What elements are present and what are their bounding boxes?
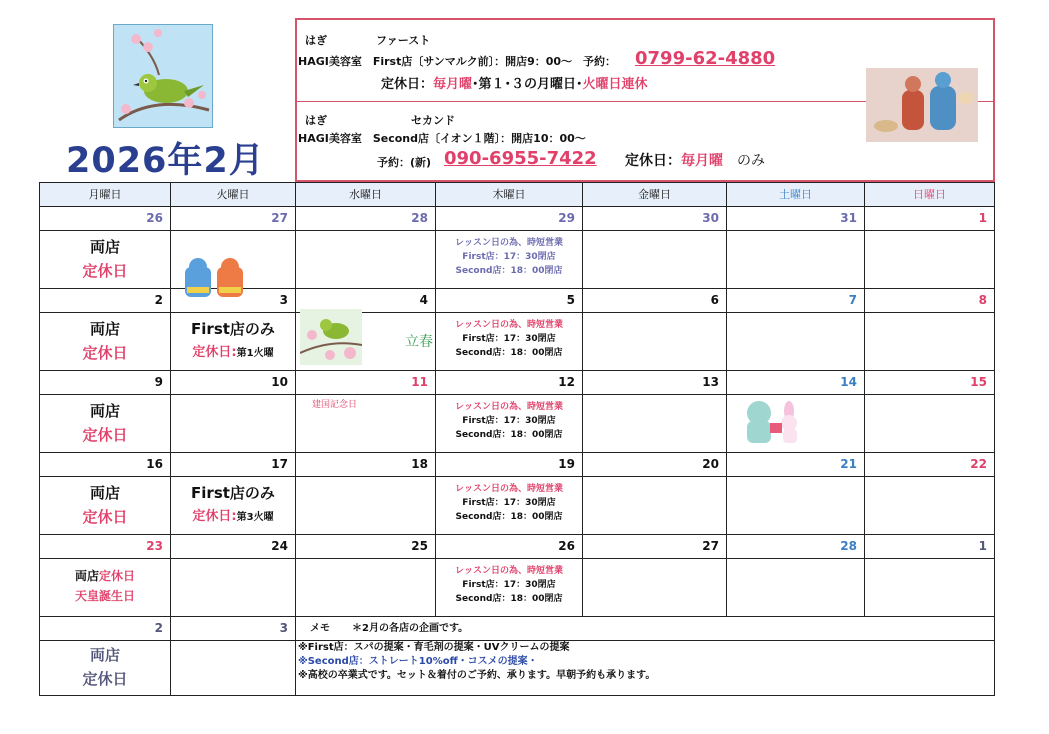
first-close-note: First店：17：30閉店 bbox=[462, 252, 556, 262]
day-cell bbox=[296, 395, 436, 453]
day-cell bbox=[583, 313, 727, 371]
first-closed-note: 定休日:第3火曜 bbox=[192, 509, 274, 524]
memo-intro: ＊2月の各店の企画です。 bbox=[352, 623, 469, 634]
bird-blossom-illustration bbox=[300, 309, 362, 365]
memo-header bbox=[296, 617, 994, 641]
day-number: 31 bbox=[727, 207, 865, 231]
day-cell bbox=[296, 477, 436, 535]
calendar-grid bbox=[39, 182, 995, 696]
day-cell bbox=[40, 477, 171, 535]
first-shop-holiday: 定休日：毎月曜･第１･３の月曜日･火曜日連休 bbox=[381, 77, 648, 92]
day-number: 27 bbox=[171, 207, 296, 231]
day-cell bbox=[171, 641, 296, 695]
day-number: 30 bbox=[583, 207, 727, 231]
day-number: 12 bbox=[436, 371, 583, 395]
first-shop-phone[interactable]: 0799-62-4880 bbox=[635, 48, 776, 69]
day-number: 26 bbox=[40, 207, 171, 231]
day-cell bbox=[296, 559, 436, 617]
day-number: 3 bbox=[171, 289, 296, 313]
weekday-wed: 水曜日 bbox=[296, 183, 436, 207]
day-number: 11 bbox=[296, 371, 436, 395]
day-cell bbox=[296, 313, 436, 371]
day-cell bbox=[865, 231, 994, 289]
second-shop-phone[interactable]: 090-6955-7422 bbox=[444, 148, 597, 169]
closed-label: 定休日 bbox=[82, 344, 128, 362]
day-number: 20 bbox=[583, 453, 727, 477]
day-cell bbox=[727, 477, 865, 535]
closed-label: 定休日 bbox=[82, 508, 128, 526]
weekday-mon: 月曜日 bbox=[40, 183, 171, 207]
day-number: 2 bbox=[40, 289, 171, 313]
day-cell bbox=[865, 477, 994, 535]
day-number: 7 bbox=[727, 289, 865, 313]
closed-label: 定休日 bbox=[82, 670, 128, 688]
memo-graduation: ※高校の卒業式です。セット＆着付のご予約、承ります。早朝予約も承ります。 bbox=[298, 670, 656, 681]
first-close-note: First店：17：30閉店 bbox=[462, 334, 556, 344]
first-shop-kana: はぎ bbox=[305, 34, 327, 47]
second-shop-holiday: 定休日：毎月曜 のみ bbox=[625, 153, 765, 169]
day-cell bbox=[436, 559, 583, 617]
day-cell bbox=[171, 313, 296, 371]
day-number: 16 bbox=[40, 453, 171, 477]
day-cell bbox=[40, 559, 171, 617]
closed-label: 定休日 bbox=[82, 426, 128, 444]
bear-rabbit-valentine-illustration bbox=[739, 397, 805, 447]
day-cell bbox=[865, 395, 994, 453]
first-only-label: First店のみ bbox=[191, 320, 275, 338]
day-number: 15 bbox=[865, 371, 994, 395]
day-cell bbox=[436, 231, 583, 289]
day-cell bbox=[436, 395, 583, 453]
weekday-thu: 木曜日 bbox=[436, 183, 583, 207]
day-number: 3 bbox=[171, 617, 296, 641]
second-close-note: Second店：18：00閉店 bbox=[455, 266, 563, 276]
bird-illustration bbox=[113, 24, 213, 128]
day-number: 18 bbox=[296, 453, 436, 477]
second-close-note: Second店：18：00閉店 bbox=[455, 348, 563, 358]
day-number: 2 bbox=[40, 617, 171, 641]
both-shops-label: 両店 bbox=[89, 320, 120, 338]
risshun-label: 立春 bbox=[405, 334, 433, 350]
day-number: 1 bbox=[865, 207, 994, 231]
day-cell bbox=[436, 313, 583, 371]
lesson-note: レッスン日の為、時短営業 bbox=[455, 402, 563, 412]
weekday-fri: 金曜日 bbox=[583, 183, 727, 207]
second-shop-reserve: 予約：(新) bbox=[377, 156, 432, 169]
day-cell bbox=[583, 477, 727, 535]
both-shops-label: 両店 bbox=[89, 238, 120, 256]
day-number: 28 bbox=[727, 535, 865, 559]
day-cell bbox=[40, 395, 171, 453]
first-only-label: First店のみ bbox=[191, 484, 275, 502]
day-number: 21 bbox=[727, 453, 865, 477]
day-cell bbox=[727, 395, 865, 453]
day-cell bbox=[171, 395, 296, 453]
day-cell bbox=[40, 641, 171, 695]
day-cell bbox=[727, 231, 865, 289]
weekday-tue: 火曜日 bbox=[171, 183, 296, 207]
day-number: 29 bbox=[436, 207, 583, 231]
memo-label: メモ bbox=[310, 623, 330, 634]
day-number: 22 bbox=[865, 453, 994, 477]
day-number: 10 bbox=[171, 371, 296, 395]
both-shops-label: 両店 bbox=[89, 484, 120, 502]
emperor-birthday-label: 天皇誕生日 bbox=[74, 589, 135, 603]
first-close-note: First店：17：30閉店 bbox=[462, 416, 556, 426]
day-cell bbox=[40, 231, 171, 289]
day-number: 13 bbox=[583, 371, 727, 395]
both-shops-label: 両店 bbox=[89, 402, 120, 420]
both-shops-label: 両店 bbox=[89, 646, 120, 664]
closed-label: 定休日 bbox=[82, 262, 128, 280]
day-number: 6 bbox=[583, 289, 727, 313]
day-cell bbox=[727, 559, 865, 617]
day-cell bbox=[583, 559, 727, 617]
lesson-note: レッスン日の為、時短営業 bbox=[455, 320, 563, 330]
memo-first-shop: ※First店：スパの提案・育毛剤の提案・UVクリームの提案 bbox=[298, 642, 570, 653]
kenkoku-label: 建国記念日 bbox=[312, 400, 358, 410]
lesson-note: レッスン日の為、時短営業 bbox=[455, 484, 563, 494]
first-close-note: First店：17：30閉店 bbox=[462, 498, 556, 508]
day-number: 25 bbox=[296, 535, 436, 559]
weekday-sat: 土曜日 bbox=[727, 183, 865, 207]
second-close-note: Second店：18：00閉店 bbox=[455, 512, 563, 522]
haniwa-figures-photo bbox=[866, 68, 978, 142]
day-number: 4 bbox=[296, 289, 436, 313]
day-number: 23 bbox=[40, 535, 171, 559]
day-cell bbox=[865, 559, 994, 617]
day-number: 14 bbox=[727, 371, 865, 395]
second-shop-line: HAGI美容室 Second店〔イオン１階〕：開店10：00～ bbox=[298, 132, 586, 145]
memo-body bbox=[296, 641, 994, 695]
day-cell bbox=[296, 231, 436, 289]
day-number: 9 bbox=[40, 371, 171, 395]
day-cell bbox=[40, 313, 171, 371]
day-number: 5 bbox=[436, 289, 583, 313]
calendar-title: 2026年2月 bbox=[66, 141, 265, 181]
day-number: 27 bbox=[583, 535, 727, 559]
day-cell bbox=[583, 231, 727, 289]
day-cell bbox=[171, 231, 296, 289]
day-cell bbox=[171, 477, 296, 535]
first-closed-note: 定休日:第1火曜 bbox=[192, 345, 274, 360]
first-close-note: First店：17：30閉店 bbox=[462, 580, 556, 590]
day-cell bbox=[865, 313, 994, 371]
second-shop-kana-name: セカンド bbox=[411, 114, 455, 127]
day-number: 19 bbox=[436, 453, 583, 477]
memo-second-shop: ※Second店：ストレート10%off・コスメの提案・ bbox=[298, 656, 538, 667]
first-shop-line: HAGI美容室 First店〔サンマルク前〕：開店9：00～ 予約： bbox=[298, 55, 617, 68]
day-number: 24 bbox=[171, 535, 296, 559]
both-closed-combo: 両店定休日 bbox=[74, 569, 136, 583]
day-number: 1 bbox=[865, 535, 994, 559]
day-number: 26 bbox=[436, 535, 583, 559]
day-number: 28 bbox=[296, 207, 436, 231]
day-cell bbox=[436, 477, 583, 535]
day-cell bbox=[171, 559, 296, 617]
weekday-sun: 日曜日 bbox=[865, 183, 994, 207]
second-close-note: Second店：18：00閉店 bbox=[455, 594, 563, 604]
day-number: 8 bbox=[865, 289, 994, 313]
day-number: 17 bbox=[171, 453, 296, 477]
lesson-note: レッスン日の為、時短営業 bbox=[455, 238, 563, 248]
first-shop-kana-name: ファースト bbox=[376, 34, 431, 47]
second-close-note: Second店：18：00閉店 bbox=[455, 430, 563, 440]
day-cell bbox=[583, 395, 727, 453]
day-cell bbox=[727, 313, 865, 371]
second-shop-kana: はぎ bbox=[305, 114, 327, 127]
lesson-note: レッスン日の為、時短営業 bbox=[455, 566, 563, 576]
